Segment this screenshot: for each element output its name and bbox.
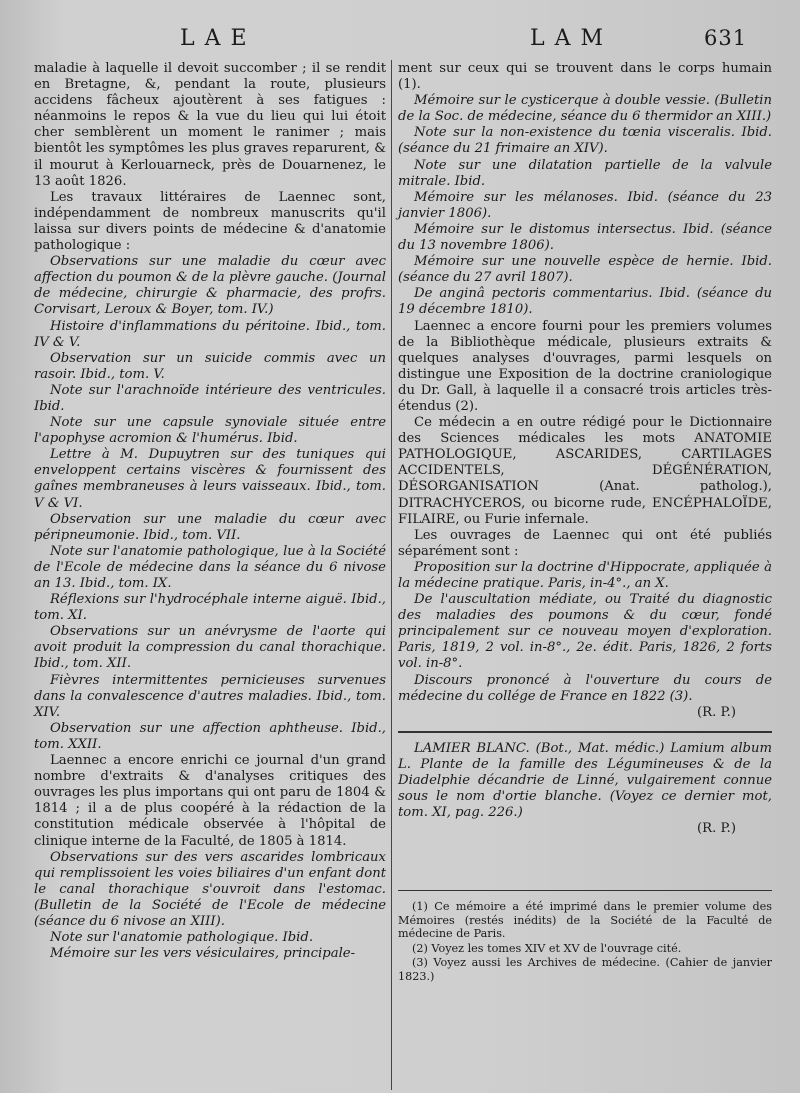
left-column-paragraph: Laennec a encore enrichi ce journal d'un grand nombre d'extraits & d'analyses critiques des ouvrages les plus importans qui ont paru de 1804 & 1814 ; il a de plus coopéré à la rédaction de la constitution médicale observée à l'hôpital de clinique interne de la Faculté, de 1805 à 1814.	[34, 753, 386, 849]
footnote: (2) Voyez les tomes XIV et XV de l'ouvrage cité.	[412, 941, 682, 955]
left-column-paragraph: Fièvres intermittentes pernicieuses survenues dans la convalescence d'autres maladies. Ibid., tom. XIV.	[34, 672, 386, 720]
left-column-paragraph: Réflexions sur l'hydrocéphale interne aiguë. Ibid., tom. XI.	[34, 592, 386, 624]
right-column-paragraph: Les ouvrages de Laennec qui ont été publiés séparément sont :	[398, 527, 772, 559]
right-column-paragraph: De anginâ pectoris commentarius. Ibid. (séance du 19 décembre 1810).	[398, 286, 772, 318]
left-column-paragraph: Observation sur une affection aphtheuse. Ibid., tom. XXII.	[34, 720, 386, 752]
left-column-paragraph: Note sur l'anatomie pathologique. Ibid.	[50, 930, 314, 946]
left-column-paragraph: Note sur une capsule synoviale située entre l'apophyse acromion & l'humérus. Ibid.	[34, 415, 386, 447]
right-column-paragraph: Mémoire sur les mélanoses. Ibid. (séance du 23 janvier 1806).	[398, 189, 772, 221]
footnote: (3) Voyez aussi les Archives de médecine. (Cahier de janvier 1823.)	[398, 956, 772, 983]
right-column-paragraph: De l'auscultation médiate, ou Traité du diagnostic des maladies des poumons & du cœur, fondé principalement sur ce nouveau moyen d'exploration. Paris, 1819, 2 vol. in-8°., 2e. édit. Paris, 1826, 2 forts vol. in-8°.	[398, 592, 772, 672]
right-column-paragraph: Mémoire sur le distomus intersectus. Ibid. (séance du 13 novembre 1806).	[398, 221, 772, 254]
left-column-paragraph: Note sur l'anatomie pathologique, lue à la Société de l'Ecole de médecine dans la séance du 6 nivose an 13. Ibid., tom. IX.	[34, 543, 386, 591]
right-column-paragraph: LAMIER BLANC. (Bot., Mat. médic.) Lamium album L. Plante de la famille des Légumineuses & de la Diadelphie décandrie de Linné, vulgairement connue sous le nom d'ortie blanche. (Voyez ce dernier mot, tom. XI, pag. 226.)	[398, 740, 772, 821]
left-column-paragraph: Observation sur un suicide commis avec un rasoir. Ibid., tom. V.	[34, 350, 386, 382]
left-column	[34, 61, 386, 962]
right-column-paragraph: (R. P.)	[697, 704, 736, 720]
footnote: (1) Ce mémoire a été imprimé dans le premier volume des Mémoires (restés inédits) de la Société de la Faculté de médecine de Paris.	[398, 900, 772, 940]
right-column-paragraph: Discours prononcé à l'ouverture du cours de médecine du collége de France en 1822 (3).	[398, 672, 772, 704]
running-head-right: LAM	[530, 26, 614, 51]
right-column-paragraph: Mémoire sur le cysticerque à double vessie. (Bulletin de la Soc. de médecine, séance du 6 thermidor an XIII.)	[398, 93, 772, 125]
right-column-paragraph: ment sur ceux qui se trouvent dans le corps humain (1).	[398, 61, 772, 93]
section-rule	[398, 731, 772, 733]
left-column-paragraph: Histoire d'inflammations du péritoine. Ibid., tom. IV & V.	[34, 318, 386, 350]
page-number: 631	[704, 26, 748, 50]
left-column-paragraph: Observations sur une maladie du cœur avec affection du poumon & de la plèvre gauche. (Journal de médecine, chirurgie & pharmacie, des profrs. Corvisart, Leroux & Boyer, tom. IV.)	[34, 254, 386, 318]
right-column-paragraph: Laennec a encore fourni pour les premiers volumes de la Bibliothèque médicale, plusieurs extraits & quelques analyses d'ouvrages, parmi lesquels on distingue une Exposition de la doctrine craniologique du Dr. Gall, à laquelle il a consacré trois articles très-étendus (2).	[398, 318, 772, 414]
right-column-paragraph: Ce médecin a en outre rédigé pour le Dictionnaire des Sciences médicales les mots ANATOMIE PATHOLOGIQUE, ASCARIDES, CARTILAGES ACCIDENTELS, DÉGÉNÉRATION, DÉSORGANISATION (Anat. patholog.), DITRACHYCEROS, ou bicorne rude, ENCÉPHALOÏDE, FILAIRE, ou Furie infernale.	[398, 415, 772, 527]
right-column	[398, 61, 772, 837]
running-head	[0, 26, 800, 60]
left-column-paragraph: Note sur l'arachnoïde intérieure des ventricules. Ibid.	[34, 382, 386, 414]
column-divider	[391, 60, 392, 1090]
right-column-paragraph: Mémoire sur une nouvelle espèce de hernie. Ibid. (séance du 27 avril 1807).	[398, 254, 772, 286]
right-column-paragraph: Note sur la non-existence du tœnia visceralis. Ibid. (séance du 21 frimaire an XIV).	[398, 125, 772, 157]
right-column-paragraph: Proposition sur la doctrine d'Hippocrate, appliquée à la médecine pratique. Paris, in-4°., an X.	[398, 559, 772, 591]
left-column-paragraph: maladie à laquelle il devoit succomber ; il se rendit en Bretagne, &, pendant la route, plusieurs accidens fâcheux ajoutèrent à ses fatigues : néanmoins le repos & la vue du lieu qui lui étoit cher semblèrent un moment le ranimer ; mais bientôt les symptômes les plus graves reparurent, & il mourut à Kerlouarneck, près de Douarnenez, le 13 août 1826.	[34, 61, 386, 189]
left-column-paragraph: Lettre à M. Dupuytren sur des tuniques qui enveloppent certains viscères & fournissent des gaînes membraneuses à leurs vaisseaux. Ibid., tom. V & VI.	[34, 447, 386, 511]
footnotes	[398, 900, 772, 984]
running-head-left: LAE	[180, 26, 257, 51]
left-column-paragraph: Mémoire sur les vers vésiculaires, principale-	[50, 946, 356, 962]
footnote-rule	[398, 890, 772, 891]
left-column-paragraph: Observation sur une maladie du cœur avec péripneumonie. Ibid., tom. VII.	[34, 511, 386, 543]
right-column-paragraph: (R. P.)	[697, 821, 736, 837]
left-column-paragraph: Les travaux littéraires de Laennec sont, indépendamment de nombreux manuscrits qu'il laissa sur divers points de médecine & d'anatomie pathologique :	[34, 189, 386, 254]
left-column-paragraph: Observations sur un anévrysme de l'aorte qui avoit produit la compression du canal thorachique. Ibid., tom. XII.	[34, 624, 386, 672]
left-column-paragraph: Observations sur des vers ascarides lombricaux qui remplissoient les voies biliaires d'un enfant dont le canal thorachique s'ouvroit dans l'estomac. (Bulletin de la Société de l'Ecole de médecine (séance du 6 nivose an XIII).	[34, 849, 386, 929]
right-column-paragraph: Note sur une dilatation partielle de la valvule mitrale. Ibid.	[398, 157, 772, 189]
